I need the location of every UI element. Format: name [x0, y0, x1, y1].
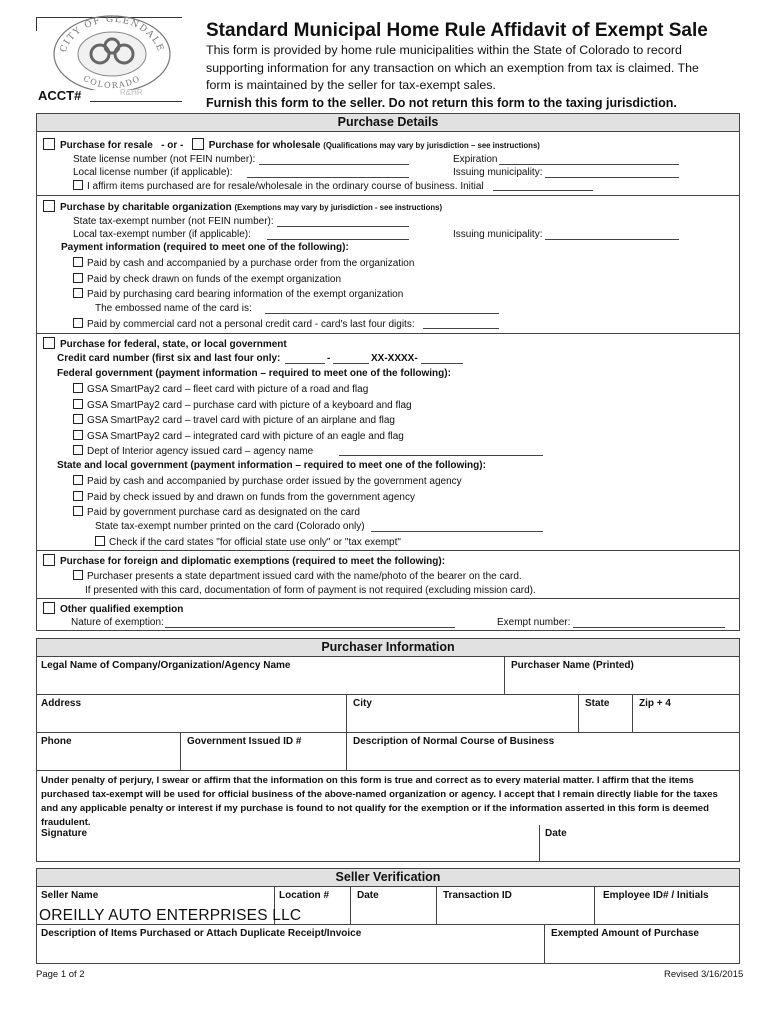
city-label: City [353, 698, 372, 709]
address-label: Address [41, 698, 82, 709]
seller-header: Seller Verification [37, 869, 739, 887]
charitable-issuing-field[interactable] [545, 239, 679, 240]
seller-name-field[interactable] [37, 887, 302, 925]
sl3-checkbox[interactable] [73, 506, 83, 516]
transaction-field[interactable] [437, 887, 595, 925]
gov-id-field[interactable] [181, 733, 347, 771]
location-label: Location # [279, 890, 330, 901]
foreign-note: If presented with this card, documentation of form of payment is not required (excluding mission card). [85, 585, 536, 596]
gsa4-label: GSA SmartPay2 card – integrated card with picture of an eagle and flag [87, 431, 404, 442]
gsa3-checkbox[interactable] [73, 414, 83, 424]
sl1-label: Paid by cash and accompanied by purchase order issued by the government agency [87, 476, 462, 487]
description-label: Description of Items Purchased or Attach Duplicate Receipt/Invoice [41, 928, 362, 939]
exempt-number-label: Exempt number: [497, 617, 571, 628]
sl-check-label: Check if the card states "for official state use only" or "tax exempt" [109, 537, 401, 548]
gsa2-checkbox[interactable] [73, 399, 83, 409]
course-field[interactable] [347, 733, 739, 771]
doi-agency-field[interactable] [339, 455, 543, 456]
sl-check-checkbox[interactable] [95, 536, 105, 546]
charitable-state-tax-field[interactable] [277, 226, 409, 227]
seller-name-label: Seller Name [41, 890, 99, 901]
government-checkbox[interactable] [43, 337, 55, 349]
cc-first-field[interactable] [285, 363, 325, 364]
charitable-opt4-label: Paid by commercial card not a personal credit card - card's last four digits: [87, 319, 415, 330]
phone-field[interactable] [37, 733, 181, 771]
doi-checkbox[interactable] [73, 445, 83, 455]
embossed-label: The embossed name of the card is: [95, 303, 252, 314]
doi-label: Dept of Interior agency issued card – agency name [87, 446, 314, 457]
sl2-label: Paid by check issued by and drawn on funds from the government agency [87, 492, 415, 503]
page-title: Standard Municipal Home Rule Affidavit of Exempt Sale [206, 20, 708, 41]
charitable-qualifier: (Exemptions may vary by jurisdiction - see instructions) [234, 203, 443, 212]
zip-field[interactable] [633, 695, 739, 733]
embossed-field[interactable] [265, 313, 499, 314]
divider [37, 598, 739, 599]
local-license-field[interactable] [247, 177, 409, 178]
gsa1-checkbox[interactable] [73, 383, 83, 393]
signature-divider [539, 825, 540, 861]
amount-field[interactable] [545, 925, 739, 963]
charitable-payment-info: Payment information (required to meet one of the following): [61, 242, 349, 253]
charitable-opt1-checkbox[interactable] [73, 257, 83, 267]
signature-label: Signature [41, 828, 88, 839]
description-field[interactable] [37, 925, 545, 963]
charitable-opt3-checkbox[interactable] [73, 288, 83, 298]
seal-text-top: CITY OF GLENDALE [58, 14, 166, 54]
seal-text-bottom: COLORADO [81, 73, 143, 90]
zip-label: Zip + 4 [639, 698, 671, 709]
issuing-municipality-label: Issuing municipality: [453, 167, 543, 178]
resale-label: Purchase for resale [60, 140, 153, 151]
charitable-local-tax-label: Local tax-exempt number (if applicable): [73, 229, 251, 240]
seller-name-value: OREILLY AUTO ENTERPRISES LLC [39, 907, 302, 924]
purchaser-date-label: Date [545, 828, 567, 839]
sl3-label: Paid by government purchase card as designated on the card [87, 507, 360, 518]
charitable-local-tax-field[interactable] [267, 239, 409, 240]
wholesale-label: Purchase for wholesale [208, 140, 321, 151]
employee-field[interactable] [595, 887, 739, 925]
printed-name-label: Purchaser Name (Printed) [511, 660, 634, 671]
gov-id-label: Government Issued ID # [187, 736, 302, 747]
gsa2-label: GSA SmartPay2 card – purchase card with picture of a keyboard and flag [87, 400, 412, 411]
resale-row [43, 138, 540, 152]
divider [37, 550, 739, 551]
state-field[interactable] [579, 695, 633, 733]
transaction-label: Transaction ID [443, 890, 512, 901]
nature-field[interactable] [165, 627, 455, 628]
federal-label: Federal government (payment information – required to meet one of the following): [57, 368, 451, 379]
sl2-checkbox[interactable] [73, 491, 83, 501]
divider [37, 333, 739, 334]
cc-label: Credit card number (first six and last four only: [57, 353, 281, 364]
charitable-state-tax-label: State tax-exempt number (not FEIN number): [73, 216, 274, 227]
resale-checkbox[interactable] [43, 138, 55, 150]
state-local-label: State and local government (payment information – required to meet one of the following): [57, 460, 486, 471]
perjury-statement: Under penalty of perjury, I swear or affirm that the information on this form is true and correct as to every material matter. I affirm that the items purchased tax-exempt will be used for official business of the above-named organization or agency. I accept that I remain directly liable for the taxes and any applicable penalty or interest if my purchase is found to not qualify for the exemption or if the information asserted in this form is deemed fraudulent. [41, 775, 718, 828]
cc-last-field[interactable] [421, 363, 463, 364]
intro-text: This form is provided by home rule municipalities within the State of Colorado to record supporting information for any transaction on which an exemption from tax is claimed. The form is maintained by the seller for tax-exempt sales. [206, 43, 699, 92]
or-label: - or - [161, 140, 184, 151]
legal-name-field[interactable] [37, 657, 505, 695]
gsa1-label: GSA SmartPay2 card – fleet card with picture of a road and flag [87, 384, 369, 395]
seller-date-label: Date [357, 890, 379, 901]
foreign-opt-label: Purchaser presents a state department issued card with the name/photo of the bearer on the card. [87, 571, 522, 582]
acct-value: R&HR [120, 88, 143, 97]
affirm-row [73, 180, 484, 193]
page-number: Page 1 of 2 [36, 969, 85, 980]
sl-number-field[interactable] [371, 531, 543, 532]
sl1-checkbox[interactable] [73, 475, 83, 485]
seller-date-field[interactable] [351, 887, 437, 925]
issuing-municipality-field[interactable] [545, 177, 679, 178]
seller-section [36, 868, 740, 964]
local-license-label: Local license number (if applicable): [73, 167, 233, 178]
printed-name-field[interactable] [505, 657, 739, 695]
government-label: Purchase for federal, state, or local government [60, 339, 287, 350]
charitable-opt2-checkbox[interactable] [73, 273, 83, 283]
charitable-checkbox[interactable] [43, 200, 55, 212]
state-label: State [585, 698, 610, 709]
notice-text: Furnish this form to the seller. Do not return this form to the taxing jurisdiction. [206, 96, 677, 110]
other-label: Other qualified exemption [60, 604, 184, 615]
charitable-opt2-label: Paid by check drawn on funds of the exempt organization [87, 274, 342, 285]
affirm-text: I affirm items purchased are for resale/wholesale in the ordinary course of business. [87, 181, 458, 192]
address-field[interactable] [37, 695, 347, 733]
other-checkbox[interactable] [43, 602, 55, 614]
acct-label: ACCT# [38, 88, 82, 103]
charitable-opt1-label: Paid by cash and accompanied by a purchase order from the organization [87, 258, 415, 269]
header-rule-left [36, 17, 37, 31]
city-field[interactable] [347, 695, 579, 733]
state-license-field[interactable] [259, 164, 409, 165]
exempt-number-field[interactable] [573, 627, 725, 628]
resale-qualifier: (Qualifications may vary by jurisdiction – see instructions) [323, 141, 540, 150]
charitable-opt4-checkbox[interactable] [73, 318, 83, 328]
legal-name-label: Legal Name of Company/Organization/Agency Name [41, 660, 291, 671]
acct-field[interactable] [90, 101, 182, 102]
initial-field[interactable] [493, 190, 593, 191]
foreign-opt-checkbox[interactable] [73, 570, 83, 580]
revised-date: Revised 3/16/2015 [664, 969, 744, 980]
expiration-field[interactable] [499, 164, 679, 165]
wholesale-checkbox[interactable] [192, 138, 204, 150]
cc-mask: XX-XXXX- [371, 353, 418, 364]
divider [37, 195, 739, 196]
charitable-row [43, 200, 442, 214]
initial-label: Initial [460, 181, 484, 192]
sl-number-label: State tax-exempt number printed on the card (Colorado only) [95, 521, 365, 532]
nature-label: Nature of exemption: [71, 617, 164, 628]
signature-field[interactable] [37, 825, 539, 861]
city-seal-logo [42, 14, 182, 90]
purchaser-section [36, 638, 740, 862]
gsa3-label: GSA SmartPay2 card – travel card with picture of an airplane and flag [87, 415, 395, 426]
foreign-label: Purchase for foreign and diplomatic exemptions (required to meet the following): [60, 556, 446, 567]
course-label: Description of Normal Course of Business [353, 736, 555, 747]
affirm-checkbox[interactable] [73, 180, 83, 190]
cc-second-field[interactable] [333, 363, 369, 364]
expiration-label: Expiration [453, 154, 498, 165]
charitable-opt3-label: Paid by purchasing card bearing information of the exempt organization [87, 289, 404, 300]
foreign-checkbox[interactable] [43, 554, 55, 566]
purchase-details-header: Purchase Details [37, 114, 739, 132]
employee-label: Employee ID# / Initials [603, 890, 709, 901]
charitable-label: Purchase by charitable organization [60, 202, 232, 213]
state-license-label: State license number (not FEIN number): [73, 154, 256, 165]
location-field[interactable] [275, 887, 351, 925]
last-four-field[interactable] [423, 328, 499, 329]
amount-label: Exempted Amount of Purchase [551, 928, 699, 939]
purchase-details-section: Purchase Details Purchase for resale - or - Purchase for wholesale (Qualifications may vary by jurisdiction – see instructions) State license number (not FEIN number): Expiration Local license number (if applicable): Issuing municipality: I affirm items purchased are for resale/wholesale in the ordinary course of business. Initial Purchase by charitable organization (Exemptions may vary by jurisdiction - see instructions) State tax-exempt number (not FEIN number): Local tax-exempt number (if applicable): Issuing municipality: Payment information (required to meet one of the following): Paid by cash and accompanied by a purchase order from the organization Paid by check drawn on funds of the exempt organization Paid by purchasing card bearing information of the exempt organization The embossed name of the card is: Paid by commercial card not a personal credit card - card's last four digits: Purchase for federal, state, or local government Credit card number (first six and last four only: - XX-XXXX- Federal government (payment information – required to meet one of the following): GSA SmartPay2 card – fleet card with picture of a road and flag GSA SmartPay2 card – purchase card with picture of a keyboard and flag GSA SmartPay2 card – travel card with picture of an airplane and flag GSA SmartPay2 card – integrated card with picture of an eagle and flag Dept of Interior agency issued card – agency name State and local government (payment information – required to meet one of the following): Paid by cash and accompanied by purchase order issued by the government agency Paid by check issued by and drawn on funds from the government agency Paid by government purchase card as designated on the card State tax-exempt number printed on the card (Colorado only) Check if the card states "for official state use only" or "tax exempt" Purchase for foreign and diplomatic exemptions (required to meet the following): Purchaser presents a state department issued card with the name/photo of the bearer on the card. If presented with this card, documentation of form of payment is not required (excluding mission card). Other qualified exemption Nature of exemption: Exempt number: [36, 113, 740, 631]
phone-label: Phone [41, 736, 72, 747]
charitable-issuing-label: Issuing municipality: [453, 229, 543, 240]
gsa4-checkbox[interactable] [73, 430, 83, 440]
purchaser-header: Purchaser Information [37, 639, 739, 657]
